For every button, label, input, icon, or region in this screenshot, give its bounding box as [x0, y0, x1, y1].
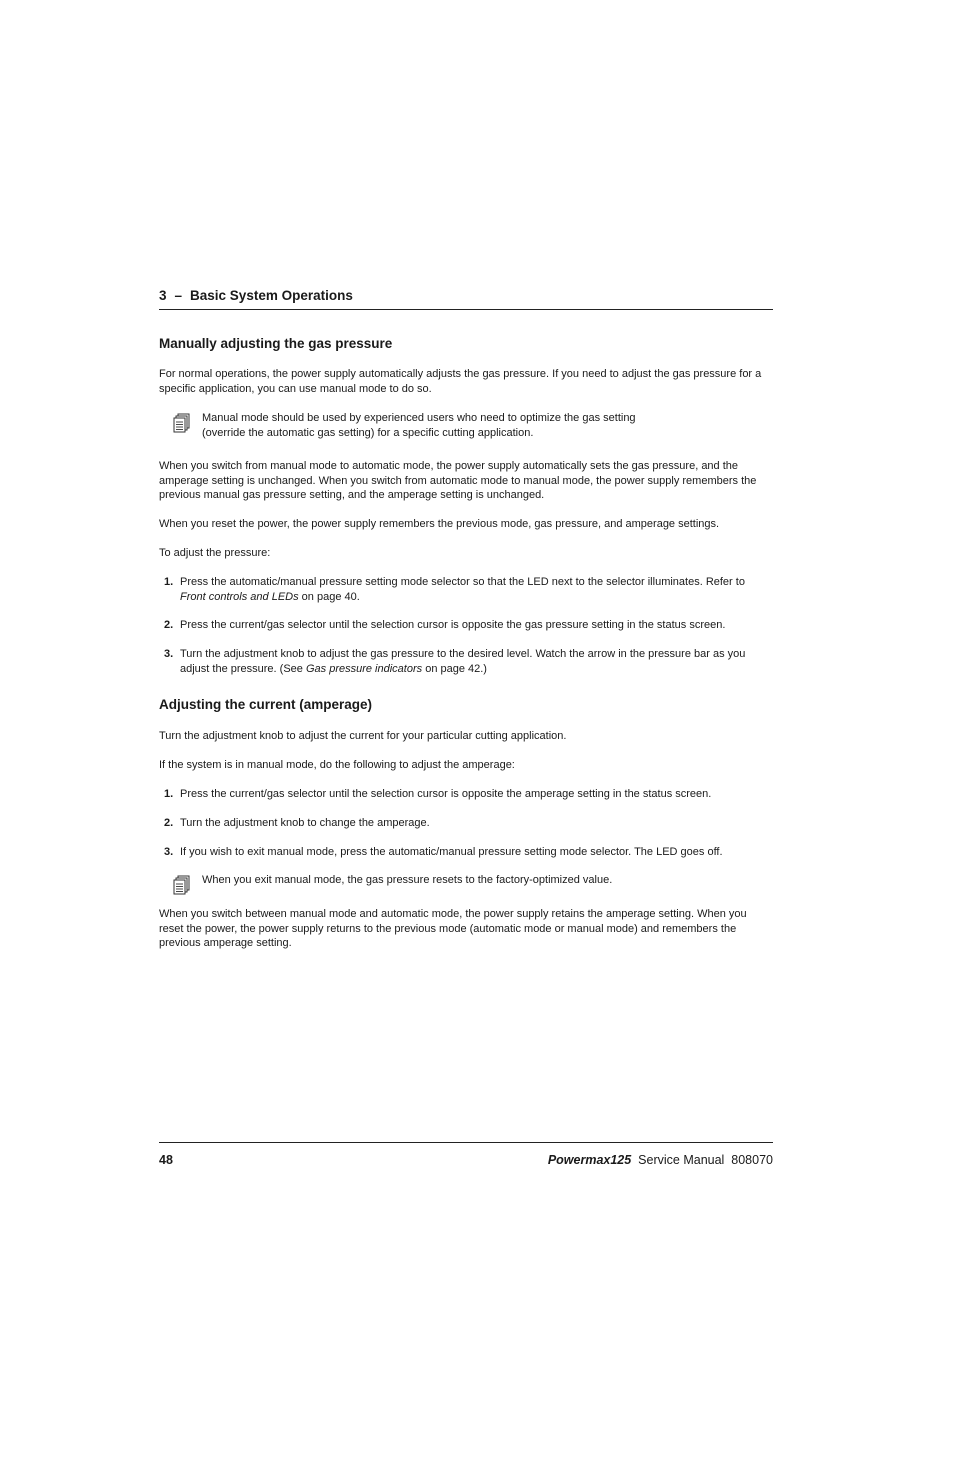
step-number: 1.	[164, 576, 174, 588]
chapter-title: Basic System Operations	[190, 288, 353, 303]
list-item	[159, 575, 773, 604]
list-item	[159, 845, 773, 860]
chapter-header	[159, 288, 773, 310]
step-number: 1.	[164, 788, 174, 800]
page-footer	[159, 1142, 773, 1167]
note-line-1: Manual mode should be used by experienced users who need to optimize the gas setting	[202, 412, 636, 424]
note-manual-mode	[159, 411, 773, 440]
brand-name: Powermax125	[547, 1153, 632, 1167]
paragraph-mode-switch: When you switch from manual mode to automatic mode, the power supply automatically sets the gas pressure, and the amperage setting is unchanged. When you switch from automatic mode to manual mode, the power supply remembers the previous manual gas pressure setting, and the amperage setting is unchanged.	[159, 460, 757, 502]
page-number: 48	[159, 1153, 173, 1167]
step-number: 3.	[164, 648, 174, 660]
manual-page	[159, 0, 773, 1475]
step-text-tail: on page 40.	[298, 590, 360, 603]
paragraph-closing: When you switch between manual mode and automatic mode, the power supply retains the amperage setting. When you reset the power, the power supply returns to the previous mode (automatic mode or manual mode) and remembers the previous amperage setting.	[159, 908, 747, 950]
doc-number: 808070	[731, 1153, 773, 1167]
list-item	[159, 787, 773, 802]
step-number: 3.	[164, 846, 174, 858]
step-text: Turn the adjustment knob to adjust the gas pressure to the desired level. Watch the arrow in the pressure bar as you adjust the pressure. (See	[180, 648, 746, 675]
footer-doc-info	[548, 1153, 773, 1167]
note-icon	[173, 413, 191, 433]
step-text: Press the current/gas selector until the selection cursor is opposite the amperage setting in the status screen.	[180, 788, 712, 800]
list-item	[159, 618, 773, 633]
cross-reference[interactable]: Front controls and LEDs	[180, 590, 299, 603]
paragraph-reset-power: When you reset the power, the power supply remembers the previous mode, gas pressure, and amperage settings.	[159, 518, 720, 530]
cross-reference[interactable]: Gas pressure indicators	[305, 662, 423, 675]
paragraph-lead-pressure: To adjust the pressure:	[159, 547, 271, 559]
paragraph-intro: For normal operations, the power supply automatically adjusts the gas pressure. If you need to adjust the gas pressure for a specific application, you can use manual mode to do so.	[159, 368, 762, 395]
step-text: Press the current/gas selector until the selection cursor is opposite the gas pressure setting in the status screen.	[180, 619, 726, 631]
step-text: Turn the adjustment knob to change the amperage.	[180, 817, 430, 829]
chapter-number: 3	[159, 288, 167, 303]
section-title-current: Adjusting the current (amperage)	[159, 697, 373, 712]
section-title-gas-pressure: Manually adjusting the gas pressure	[159, 336, 393, 351]
note-exit-manual	[159, 873, 773, 888]
paragraph-current-intro: Turn the adjustment knob to adjust the current for your particular cutting application.	[159, 730, 567, 742]
step-text: If you wish to exit manual mode, press the automatic/manual pressure setting mode selector. The LED goes off.	[180, 846, 723, 858]
note-line-2: (override the automatic gas setting) for a specific cutting application.	[202, 426, 534, 439]
note-icon	[173, 875, 191, 895]
step-text-tail: on page 42.)	[422, 662, 487, 675]
note-text: When you exit manual mode, the gas pressure resets to the factory-optimized value.	[202, 874, 613, 886]
paragraph-lead-amperage: If the system is in manual mode, do the following to adjust the amperage:	[159, 759, 515, 771]
list-item	[159, 816, 773, 831]
chapter-dash: –	[174, 288, 183, 303]
step-text: Press the automatic/manual pressure setting mode selector so that the LED next to the selector illuminates. Refer to	[180, 576, 745, 588]
step-number: 2.	[164, 817, 174, 829]
doc-type: Service Manual	[638, 1153, 725, 1167]
step-number: 2.	[164, 619, 174, 631]
list-item	[159, 647, 773, 676]
